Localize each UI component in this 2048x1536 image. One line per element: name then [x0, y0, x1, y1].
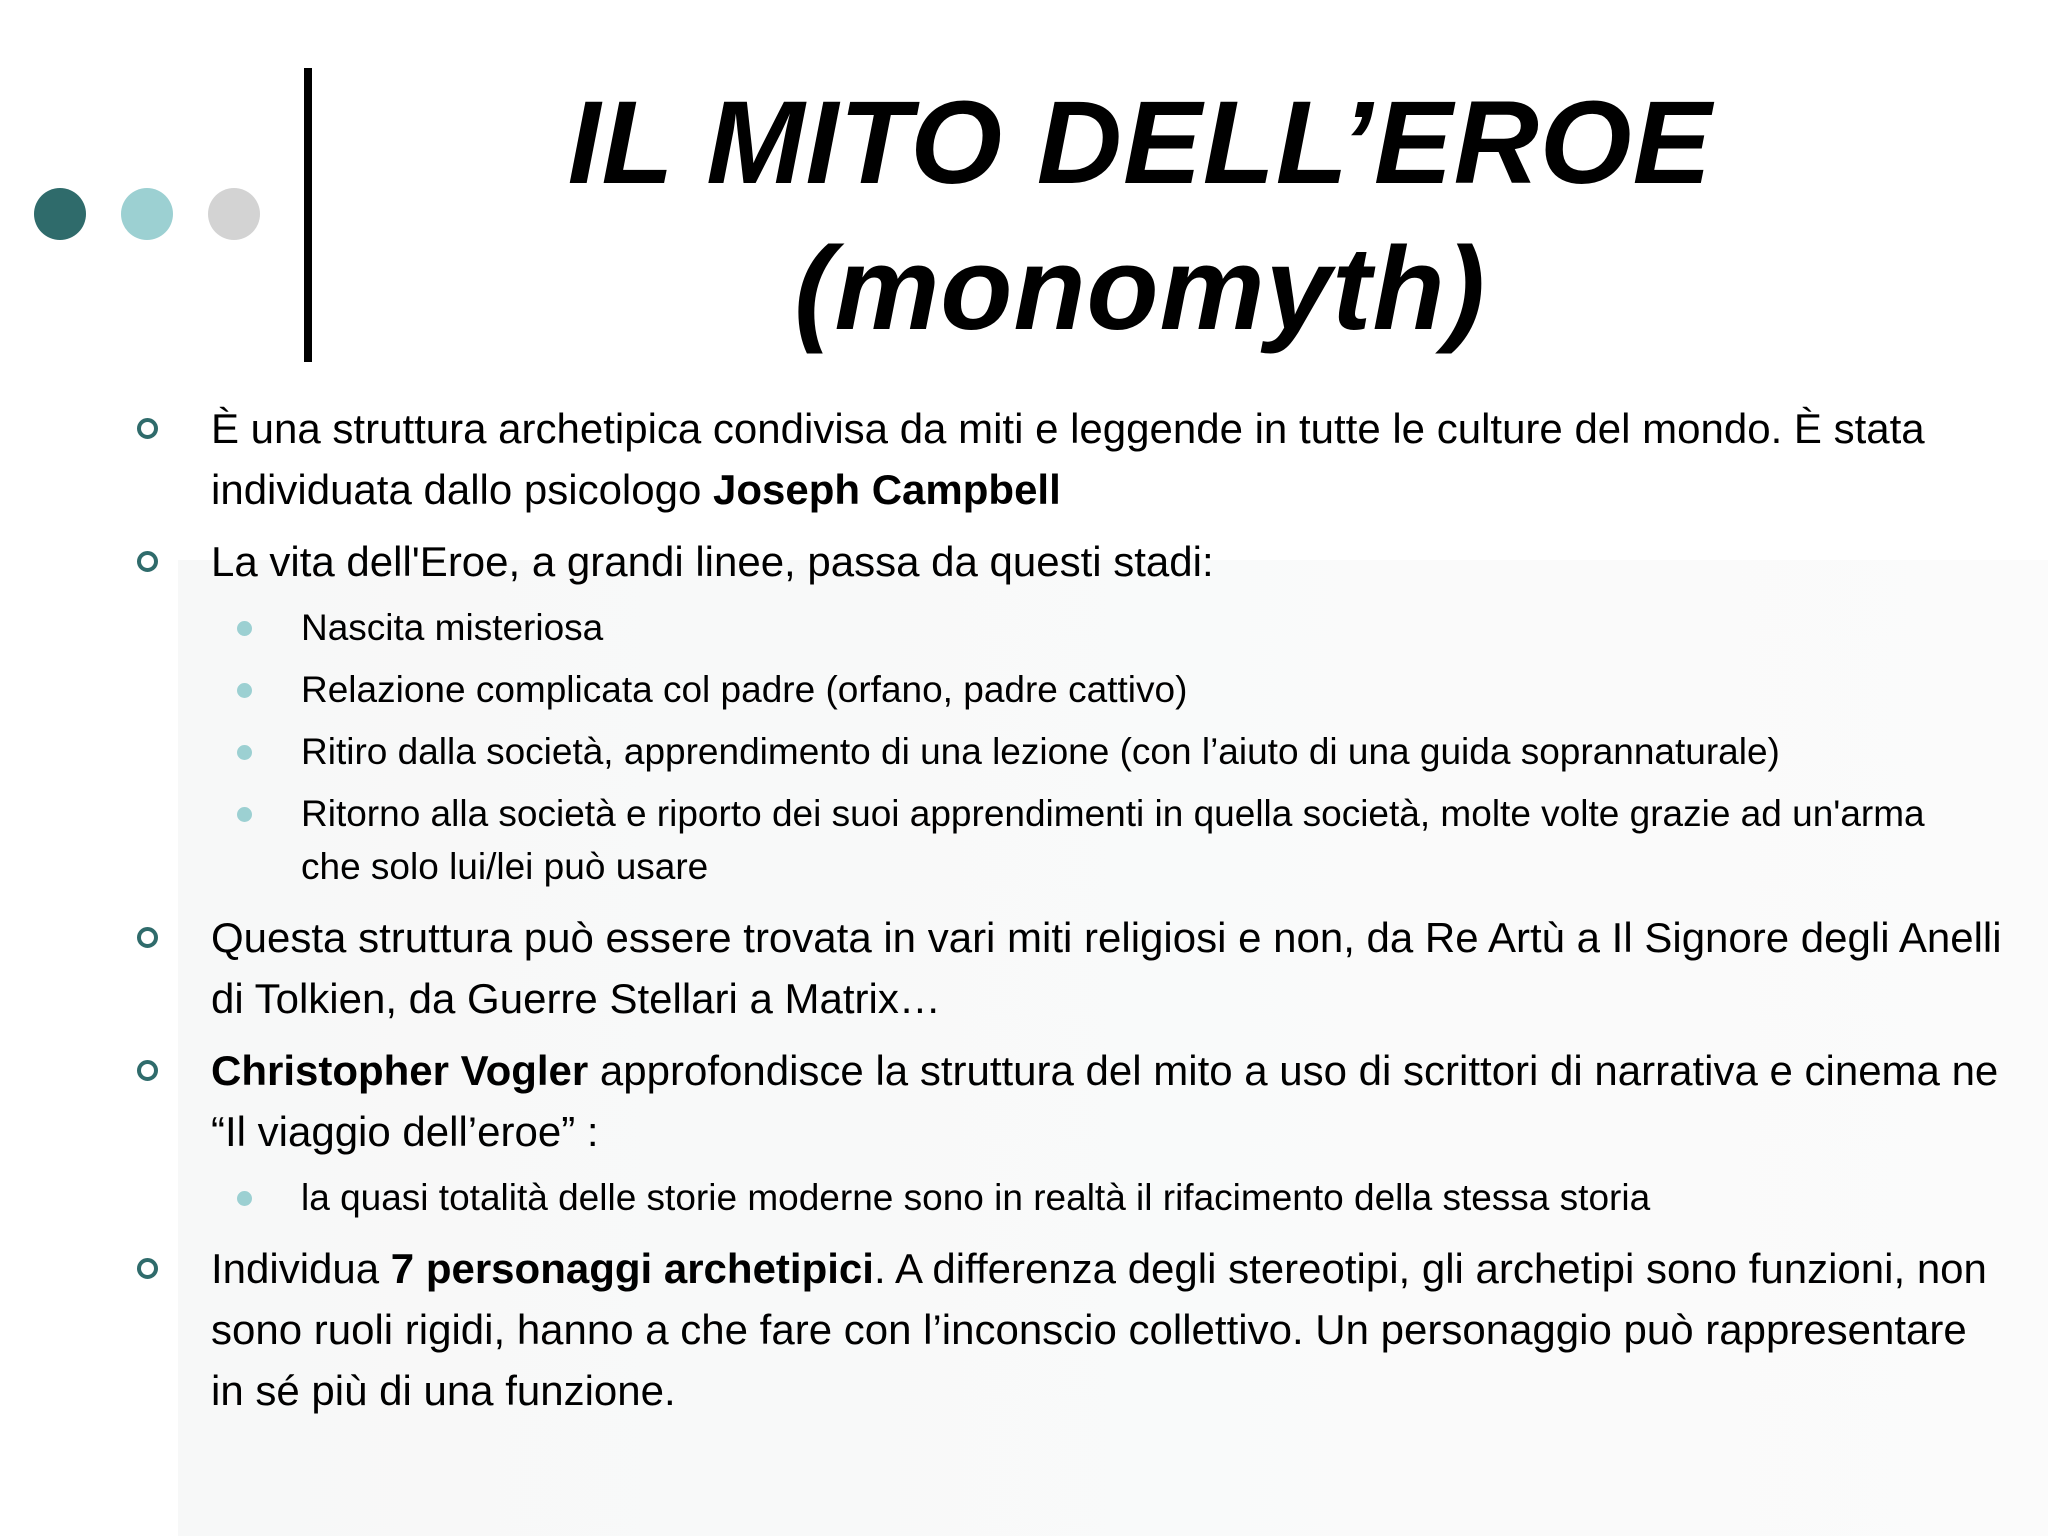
bullet-item [0, 907, 2048, 1029]
dot-bullet-icon [237, 621, 252, 636]
sub-bullet-text: Nascita misteriosa [301, 607, 604, 648]
bullet-item [0, 1040, 2048, 1162]
bullet-bold-text: Christopher Vogler [211, 1047, 589, 1094]
bullet-text: . A differenza degli stereotipi, gli archetipi sono funzioni, non sono ruoli rigidi, hanno a che fare con l’inconscio collettivo. Un personaggio può rappresentare in sé più di una funzione. [211, 1245, 1987, 1414]
dot-bullet-icon [237, 1191, 252, 1206]
sub-bullet-item [0, 1171, 2048, 1224]
ring-bullet-icon [137, 1060, 158, 1081]
bullet-list [0, 398, 2048, 1432]
bullet-text: È una struttura archetipica condivisa da miti e leggende in tutte le culture del mondo. È stata individuata dallo psicologo [211, 405, 1925, 513]
bullet-item [0, 398, 2048, 520]
decorative-dot-grey [208, 188, 260, 240]
bullet-text: approfondisce la struttura del mito a uso di scrittori di narrativa e cinema ne “Il viaggio dell’eroe” : [211, 1047, 1999, 1155]
bullet-text: Individua [211, 1245, 391, 1292]
ring-bullet-icon [137, 1258, 158, 1279]
ring-bullet-icon [137, 551, 158, 572]
dot-bullet-icon [237, 683, 252, 698]
bullet-text: La vita dell'Eroe, a grandi linee, passa da questi stadi: [211, 538, 1214, 585]
sub-bullet-text: Ritiro dalla società, apprendimento di una lezione (con l’aiuto di una guida soprannaturale) [301, 731, 1780, 772]
dot-bullet-icon [237, 807, 252, 822]
sub-bullet-item [0, 725, 2048, 778]
sub-bullet-item [0, 663, 2048, 716]
title-line-2: (monomyth) [794, 223, 1486, 355]
decorative-dot-light-teal [121, 188, 173, 240]
sub-bullet-item [0, 787, 2048, 893]
bullet-item [0, 1238, 2048, 1421]
sub-bullet-item [0, 601, 2048, 654]
sub-bullet-text: Relazione complicata col padre (orfano, padre cattivo) [301, 669, 1188, 710]
title-divider [304, 68, 312, 362]
sub-bullet-text: la quasi totalità delle storie moderne sono in realtà il rifacimento della stessa storia [301, 1177, 1651, 1218]
bullet-bold-text: 7 personaggi archetipici [390, 1245, 874, 1292]
slide-title [330, 70, 1950, 362]
bullet-bold-text: Joseph Campbell [713, 466, 1061, 513]
ring-bullet-icon [137, 927, 158, 948]
ring-bullet-icon [137, 418, 158, 439]
decorative-dot-dark-teal [34, 188, 86, 240]
dot-bullet-icon [237, 745, 252, 760]
title-line-1: IL MITO DELL’EROE [567, 77, 1713, 209]
bullet-text: Questa struttura può essere trovata in vari miti religiosi e non, da Re Artù a Il Signore degli Anelli di Tolkien, da Guerre Stellari a Matrix… [211, 914, 2002, 1022]
bullet-item [0, 531, 2048, 592]
sub-bullet-text: Ritorno alla società e riporto dei suoi apprendimenti in quella società, molte volte grazie ad un'arma che solo lui/lei può usare [301, 793, 1925, 887]
